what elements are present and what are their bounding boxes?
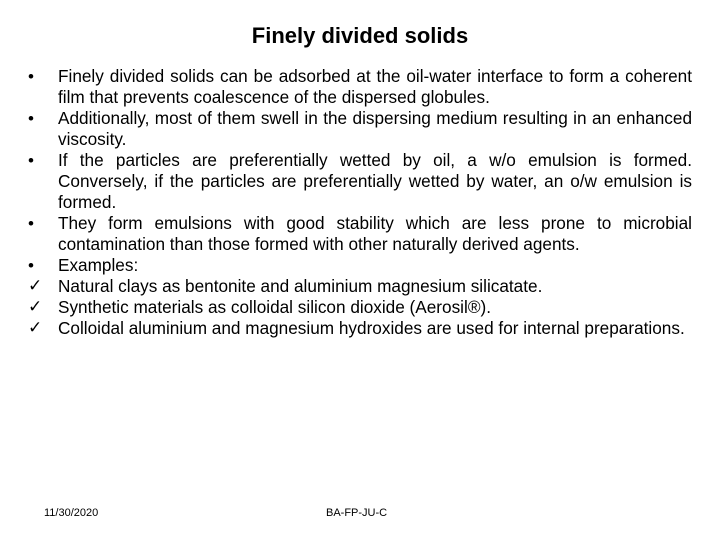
list-item-text: They form emulsions with good stability which are less prone to microbial contamination than those formed with other naturally derived agents. — [58, 213, 692, 254]
list-item — [28, 276, 692, 297]
list-item-text: Additionally, most of them swell in the dispersing medium resulting in an enhanced viscosity. — [58, 108, 692, 149]
list-item — [28, 213, 692, 255]
list-item-text: If the particles are preferentially wetted by oil, a w/o emulsion is formed. Conversely, if the particles are preferentially wetted by water, an o/w emulsion is formed. — [58, 150, 692, 212]
list-item — [28, 297, 692, 318]
list-item-text: Examples: — [58, 255, 139, 275]
slide-title: Finely divided solids — [251, 23, 469, 48]
bullet-icon: • — [28, 67, 34, 86]
bullet-icon: • — [28, 256, 34, 275]
list-item — [28, 150, 692, 213]
footer-code: BA-FP-JU-C — [326, 507, 388, 519]
bullet-icon: • — [28, 109, 34, 128]
list-item — [28, 66, 692, 108]
list-item-text: Synthetic materials as colloidal silicon dioxide (Aerosil®). — [58, 297, 491, 317]
checkmark-icon: ✓ — [28, 297, 43, 317]
footer-date: 11/30/2020 — [44, 507, 99, 519]
checkmark-icon: ✓ — [28, 276, 43, 296]
bullet-list — [28, 66, 692, 339]
list-item — [28, 108, 692, 150]
list-item-text: Natural clays as bentonite and aluminium magnesium silicatate. — [58, 276, 543, 296]
checkmark-icon: ✓ — [28, 318, 43, 338]
list-item — [28, 318, 692, 339]
bullet-icon: • — [28, 151, 34, 170]
bullet-icon: • — [28, 214, 34, 233]
list-item — [28, 255, 692, 276]
list-item-text: Colloidal aluminium and magnesium hydroxides are used for internal preparations. — [58, 318, 685, 338]
list-item-text: Finely divided solids can be adsorbed at the oil-water interface to form a coherent film that prevents coalescence of the dispersed globules. — [58, 66, 692, 107]
